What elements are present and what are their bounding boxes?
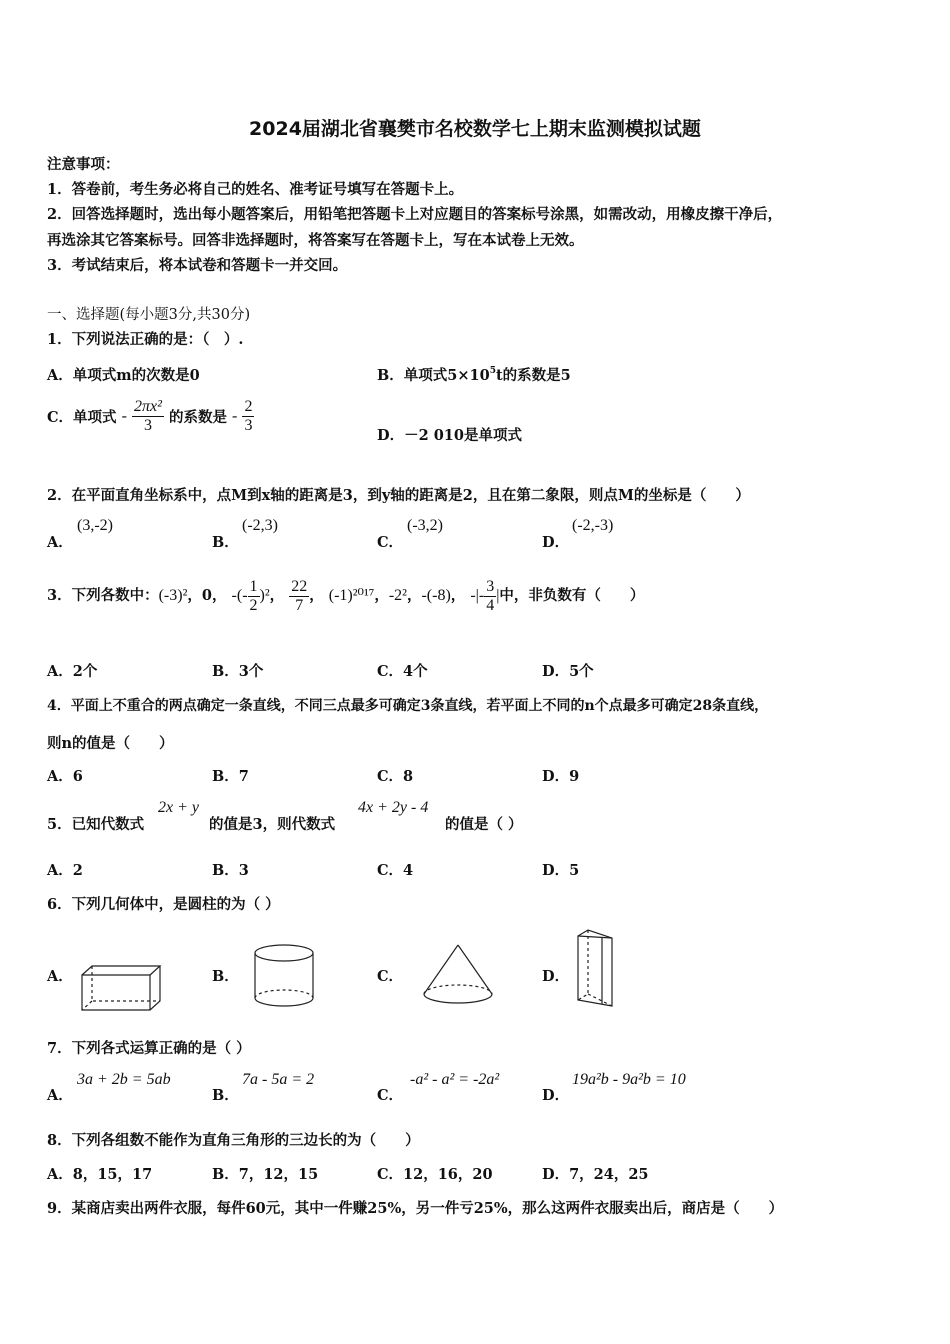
q2-option-b: (-2,3) — [242, 517, 278, 534]
fraction: $\frac{1}{2}$ — [249, 577, 258, 614]
notice-heading: 注意事项： — [47, 156, 120, 173]
prism-icon — [573, 926, 619, 1012]
q4-stem-line2: 则n的值是（ ） — [47, 735, 174, 752]
cylinder-icon — [252, 942, 316, 1010]
q2-label-b: B． — [212, 534, 239, 551]
q4-stem-line1: 4．平面上不重合的两点确定一条直线，不同三点最多可确定3条直线，若平面上不同的n个点最多可确定28条直线， — [47, 698, 769, 714]
q7-label-b: B． — [212, 1087, 239, 1104]
q4-option-b: B．7 — [212, 768, 249, 785]
fraction: $\frac{22}{7}$ — [291, 577, 308, 614]
q5-option-b: B．3 — [212, 862, 249, 879]
q8-option-b: B．7，12，15 — [212, 1166, 319, 1183]
notice-item: 1．答卷前，考生务必将自己的姓名、准考证号填写在答题卡上。 — [47, 181, 464, 198]
q5-option-a: A．2 — [47, 862, 83, 879]
q7-option-b: 7a - 5a = 2 — [242, 1071, 315, 1088]
q6-stem: 6．下列几何体中，是圆柱的为（ ） — [47, 896, 280, 913]
notice-item: 3．考试结束后，将本试卷和答题卡一并交回。 — [47, 257, 348, 274]
q3-option-a: A．2个 — [47, 663, 98, 680]
fraction: $\frac{3}{4}$ — [486, 577, 495, 614]
q3-option-c: C．4个 — [377, 663, 428, 680]
fraction: $\frac{\text{2πx²}}{3}$ — [134, 398, 162, 434]
q5-option-c: C．4 — [377, 862, 414, 879]
q7-option-a: 3a + 2b = 5ab — [77, 1071, 171, 1088]
q4-option-c: C．8 — [377, 768, 414, 785]
notice-item: 再选涂其它答案标号。回答非选择题时，将答案写在答题卡上，写在本试卷上无效。 — [47, 232, 584, 249]
q2-option-a: (3,-2) — [77, 517, 113, 534]
q2-stem: 2．在平面直角坐标系中，点M到x轴的距离是3，到y轴的距离是2，且在第二象限，则点M的坐标是（ ） — [47, 487, 750, 504]
q1-stem: 1．下列说法正确的是：（ ）. — [47, 331, 244, 348]
q5-expression-1: 2x + y — [158, 799, 199, 816]
q8-option-d: D．7，24，25 — [542, 1166, 649, 1183]
q6-label-a: A． — [47, 968, 73, 985]
q3-option-b: B．3个 — [212, 663, 264, 680]
q5-stem-mid: 的值是3，则代数式 — [209, 816, 336, 833]
q2-option-d: (-2,-3) — [572, 517, 614, 534]
q5-stem-pre: 5．已知代数式 — [47, 816, 145, 833]
q1-option-c: C．单项式 - $\frac{\text{2πx²}}{3}$ 的系数是 - $\frac{2}{3}$ — [47, 398, 253, 434]
q1-option-a: A．单项式m的次数是0 — [47, 367, 200, 384]
q9-stem: 9．某商店卖出两件衣服，每件60元，其中一件赚25%，另一件亏25%，那么这两件衣服卖出后，商店是（ ） — [47, 1200, 784, 1217]
q5-option-d: D．5 — [542, 862, 580, 879]
fraction: $\frac{2}{3}$ — [244, 398, 253, 434]
q7-label-c: C． — [377, 1087, 404, 1104]
q3-stem: 3．下列各数中：(-3)²，0， -(- $\frac{1}{2}$ )²， $\frac{22}{7}$ ， (-1)²⁰¹⁷，-2²，-(-8)， -|- $\frac{3}{4}$ |中，非负数有（ ） — [47, 577, 645, 614]
q5-expression-2: 4x + 2y - 4 — [358, 799, 429, 816]
q1-option-b: B．单项式$5\times 10^5t$的系数是5 — [377, 366, 571, 384]
q6-label-b: B． — [212, 968, 239, 985]
q4-option-d: D．9 — [542, 768, 580, 785]
q3-option-d: D．5个 — [542, 663, 594, 680]
page-title: 2024届湖北省襄樊市名校数学七上期末监测模拟试题 — [249, 118, 701, 140]
q4-option-a: A．6 — [47, 768, 83, 785]
q7-option-d: 19a²b - 9a²b = 10 — [572, 1071, 686, 1088]
q7-label-d: D． — [542, 1087, 570, 1104]
q8-option-a: A．8，15，17 — [47, 1166, 153, 1183]
q7-option-c: -a² - a² = -2a² — [410, 1071, 500, 1088]
q2-label-a: A． — [47, 534, 73, 551]
section-heading: 一、选择题(每小题3分,共30分) — [47, 307, 251, 323]
cone-icon — [420, 942, 496, 1010]
q1-option-d: D．－2 010是单项式 — [377, 427, 522, 444]
q6-label-c: C． — [377, 968, 404, 985]
q7-label-a: A． — [47, 1087, 73, 1104]
q6-label-d: D． — [542, 968, 570, 985]
q8-stem: 8．下列各组数不能作为直角三角形的三边长的为（ ） — [47, 1132, 420, 1149]
q2-label-c: C． — [377, 534, 404, 551]
cuboid-icon — [78, 960, 162, 1014]
q7-stem: 7．下列各式运算正确的是（ ） — [47, 1040, 251, 1057]
q5-stem-post: 的值是（ ） — [445, 816, 523, 833]
notice-item: 2．回答选择题时，选出每小题答案后，用铅笔把答题卡上对应题目的答案标号涂黑，如需改动，用橡皮擦干净后， — [47, 206, 783, 223]
q8-option-c: C．12，16，20 — [377, 1166, 493, 1183]
q2-option-c: (-3,2) — [407, 517, 443, 534]
q2-label-d: D． — [542, 534, 570, 551]
